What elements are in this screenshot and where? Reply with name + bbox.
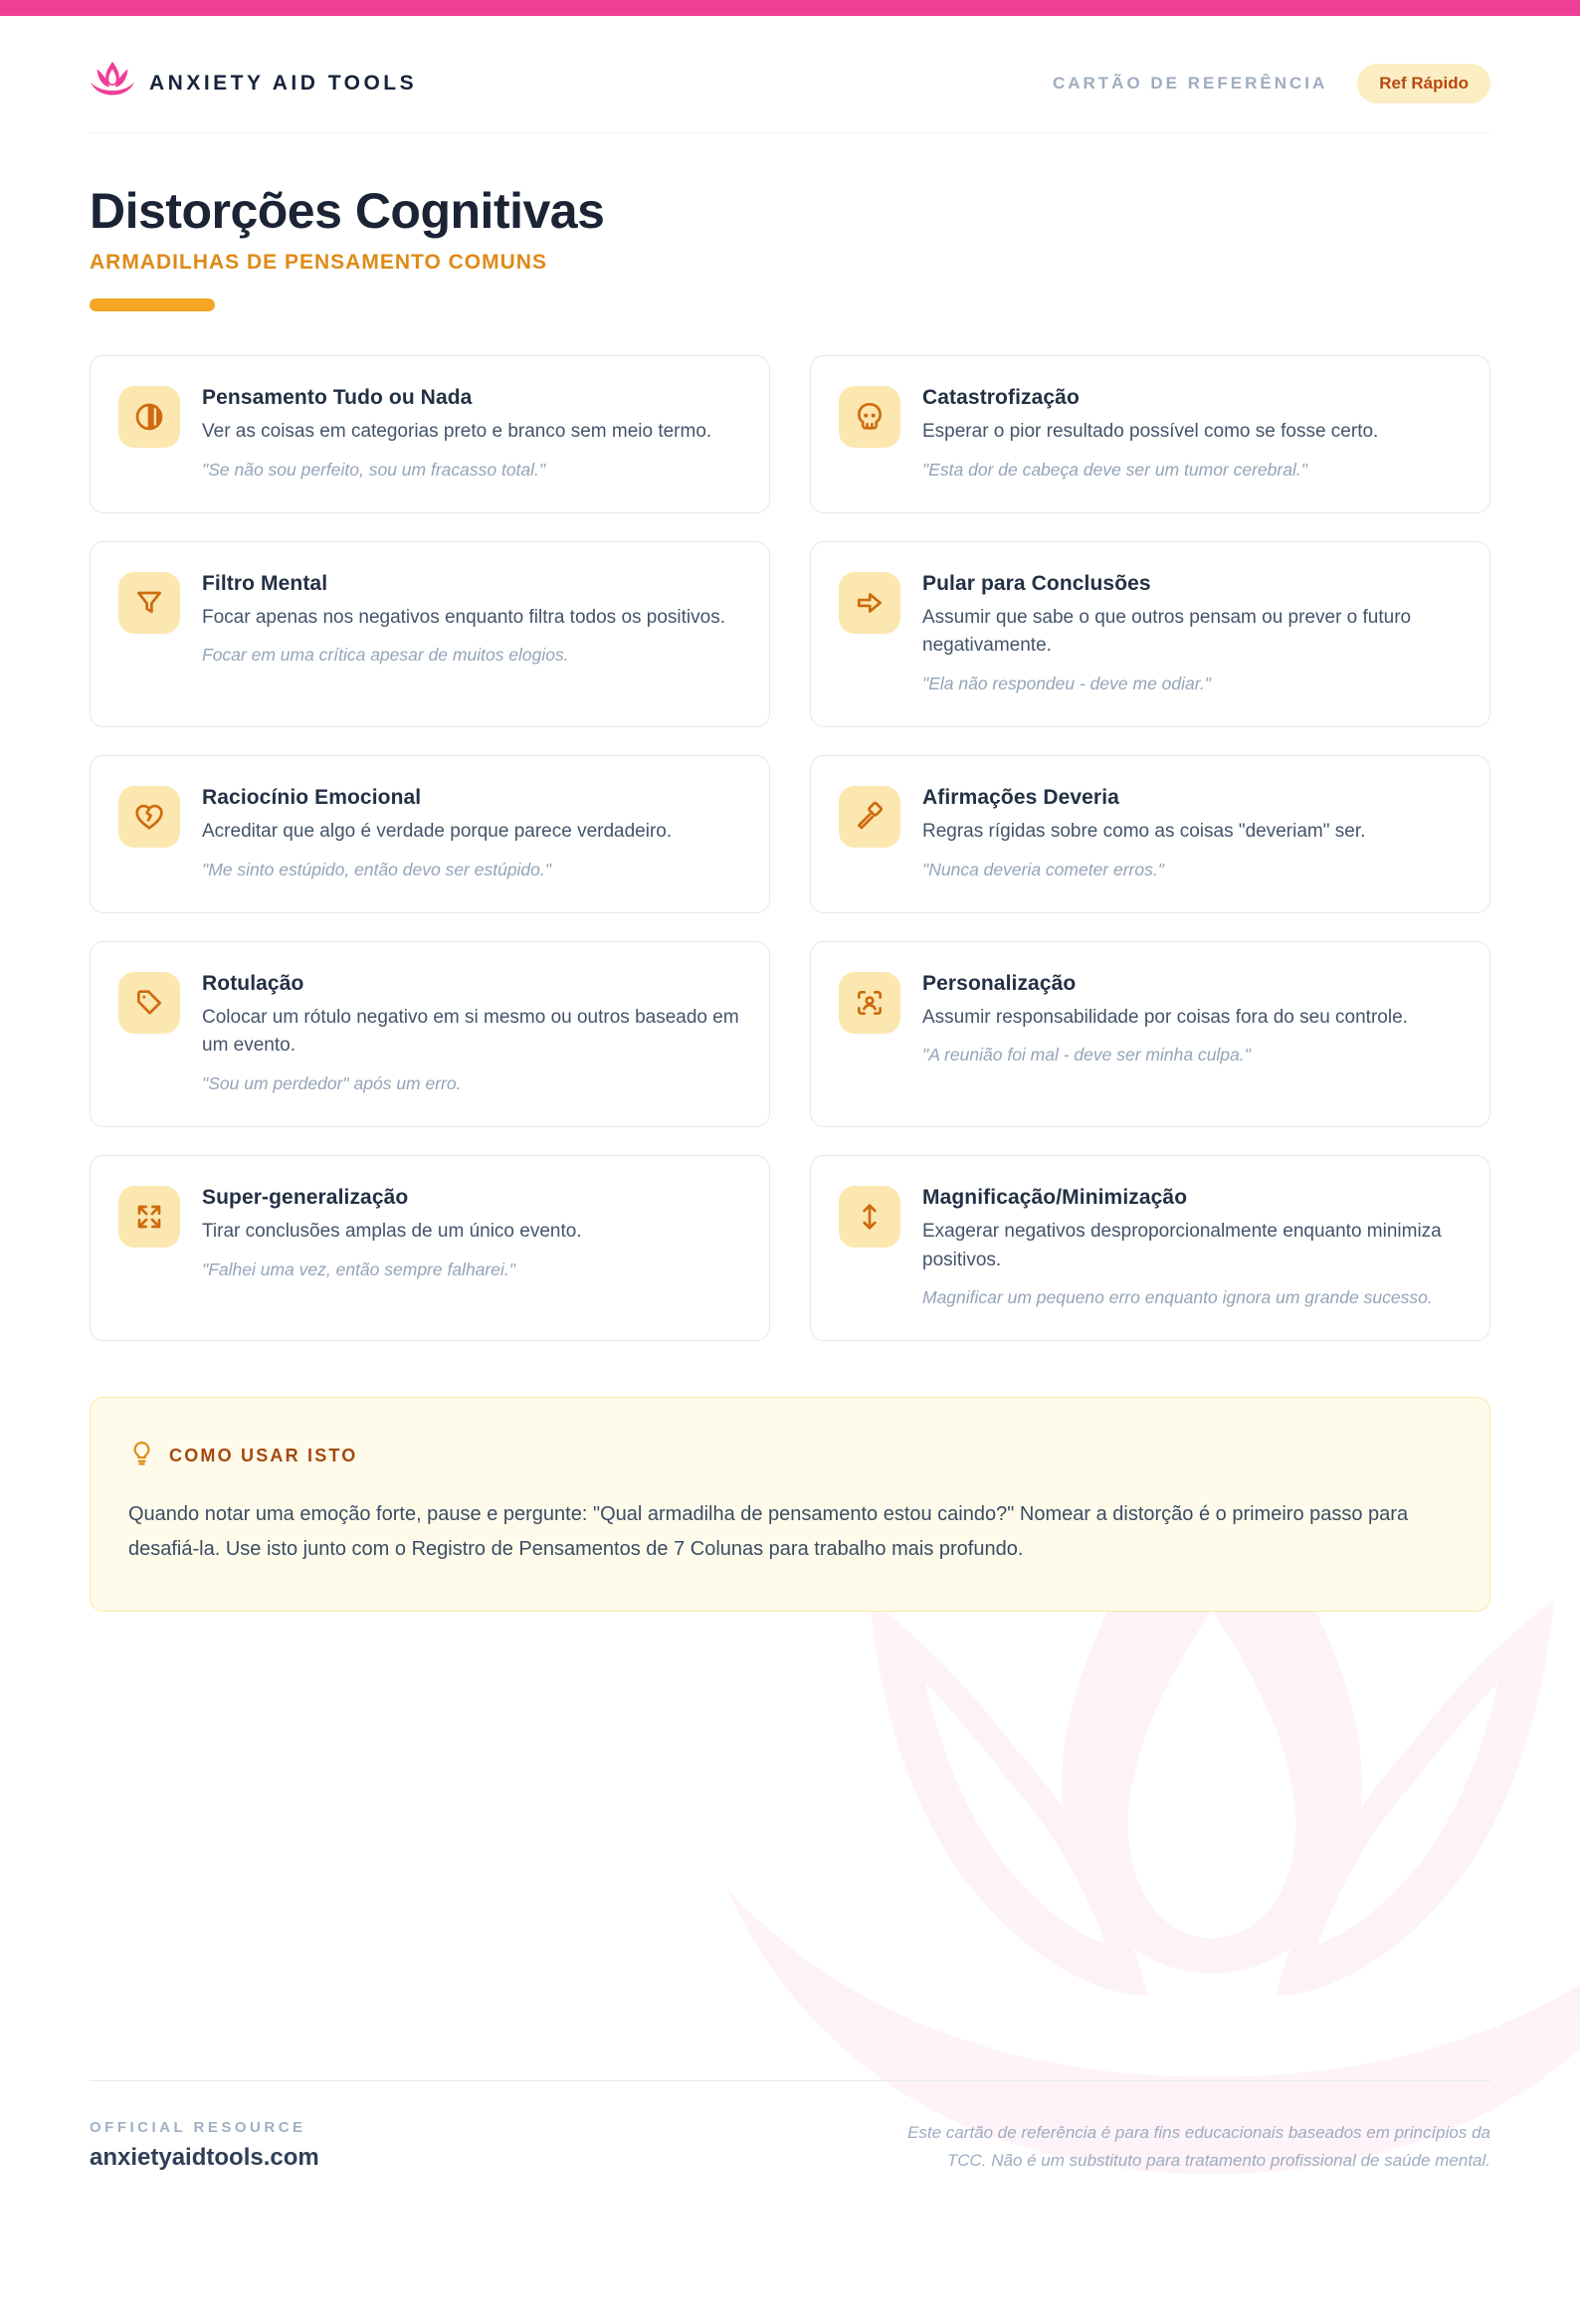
reference-card-page [0, 16, 1580, 2234]
card-description: Assumir responsabilidade por coisas fora do seu controle. [922, 1006, 1408, 1028]
card-example: Magnificar um pequeno erro enquanto ignora um grande sucesso. [922, 1287, 1433, 1307]
card-description: Colocar um rótulo negativo em si mesmo ou outros baseado em um evento. [202, 1006, 739, 1057]
distortion-card [810, 355, 1490, 513]
card-example: "Ela não respondeu - deve me odiar." [922, 673, 1212, 693]
card-title: Super-generalização [202, 1186, 409, 1209]
card-example: "Me sinto estúpido, então devo ser estúpido." [202, 859, 551, 879]
page-title: Distorções Cognitivas [90, 183, 605, 239]
card-title: Magnificação/Minimização [922, 1186, 1188, 1209]
card-title: Afirmações Deveria [922, 786, 1119, 809]
card-title: Filtro Mental [202, 571, 328, 595]
contrast-circle-icon [118, 386, 180, 448]
header [90, 62, 1490, 133]
lightbulb-icon [128, 1440, 155, 1471]
card-example: "Se não sou perfeito, sou um fracasso total." [202, 459, 546, 480]
card-title: Catastrofização [922, 386, 1080, 409]
card-title: Rotulação [202, 971, 304, 995]
broken-heart-icon [118, 786, 180, 848]
callout-body: Quando notar uma emoção forte, pause e pergunte: "Qual armadilha de pensamento estou caindo?" Nomear a distorção é o primeiro passo para desafiá-la. Use isto junto com o Registro de Pensamentos de 7 Colunas para trabalho mais profundo. [128, 1503, 1409, 1561]
page-subtitle: ARMADILHAS DE PENSAMENTO COMUNS [90, 251, 547, 274]
header-right [1053, 64, 1490, 103]
arrows-vertical-icon [839, 1186, 900, 1248]
arrows-out-icon [118, 1186, 180, 1248]
distortion-card [90, 941, 770, 1127]
tag-icon [118, 972, 180, 1034]
callout-header [128, 1440, 1452, 1471]
card-example: Focar em uma crítica apesar de muitos elogios. [202, 645, 569, 666]
card-title: Personalização [922, 971, 1077, 995]
card-description: Assumir que sabe o que outros pensam ou prever o futuro negativamente. [922, 606, 1412, 657]
card-description: Focar apenas nos negativos enquanto filtra todos os positivos. [202, 606, 725, 628]
brand [90, 62, 417, 104]
quick-ref-badge: Ref Rápido [1357, 64, 1490, 103]
distortion-card [90, 541, 770, 727]
callout-title: COMO USAR ISTO [169, 1445, 358, 1465]
card-description: Exagerar negativos desproporcionalmente enquanto minimiza positivos. [922, 1221, 1442, 1270]
card-example: "Falhei uma vez, então sempre falharei." [202, 1259, 515, 1279]
brand-name: ANXIETY AID TOOLS [149, 71, 418, 95]
card-description: Tirar conclusões amplas de um único evento. [202, 1221, 582, 1242]
distortion-card [810, 541, 1490, 727]
card-example: "Esta dor de cabeça deve ser um tumor cerebral." [922, 459, 1307, 480]
distortion-card [810, 1155, 1490, 1341]
distortion-card [810, 941, 1490, 1127]
card-description: Acreditar que algo é verdade porque parece verdadeiro. [202, 821, 673, 842]
footer-disclaimer: Este cartão de referência é para fins educacionais baseados em princípios da TCC. Não é um substituto para tratamento profissional de saúde mental. [907, 2122, 1490, 2170]
distortion-card [90, 755, 770, 913]
skull-icon [839, 386, 900, 448]
footer [90, 2080, 1490, 2234]
cards-grid [90, 355, 1490, 1341]
distortion-card [90, 355, 770, 513]
gavel-icon [839, 786, 900, 848]
card-description: Ver as coisas em categorias preto e branco sem meio termo. [202, 421, 712, 442]
spacer [90, 1612, 1490, 2080]
distortion-card [810, 755, 1490, 913]
distortion-card [90, 1155, 770, 1341]
card-title: Pular para Conclusões [922, 571, 1151, 595]
title-underline [90, 298, 215, 311]
card-description: Regras rígidas sobre como as coisas "deveriam" ser. [922, 821, 1366, 842]
person-focus-icon [839, 972, 900, 1034]
card-example: "A reunião foi mal - deve ser minha culpa." [922, 1045, 1251, 1065]
doc-type-label: CARTÃO DE REFERÊNCIA [1052, 73, 1328, 93]
card-title: Raciocínio Emocional [202, 786, 422, 809]
card-title: Pensamento Tudo ou Nada [202, 386, 473, 409]
arrow-right-icon [839, 572, 900, 634]
top-accent-bar [0, 0, 1580, 16]
card-description: Esperar o pior resultado possível como se fosse certo. [922, 421, 1379, 442]
funnel-icon [118, 572, 180, 634]
card-example: "Sou um perdedor" após um erro. [202, 1072, 462, 1093]
lotus-logo-icon [90, 62, 135, 104]
footer-left [90, 2119, 319, 2172]
footer-label: OFFICIAL RESOURCE [90, 2118, 306, 2136]
how-to-use-callout [90, 1397, 1490, 1612]
card-example: "Nunca deveria cometer erros." [922, 859, 1164, 879]
footer-site: anxietyaidtools.com [90, 2143, 319, 2171]
